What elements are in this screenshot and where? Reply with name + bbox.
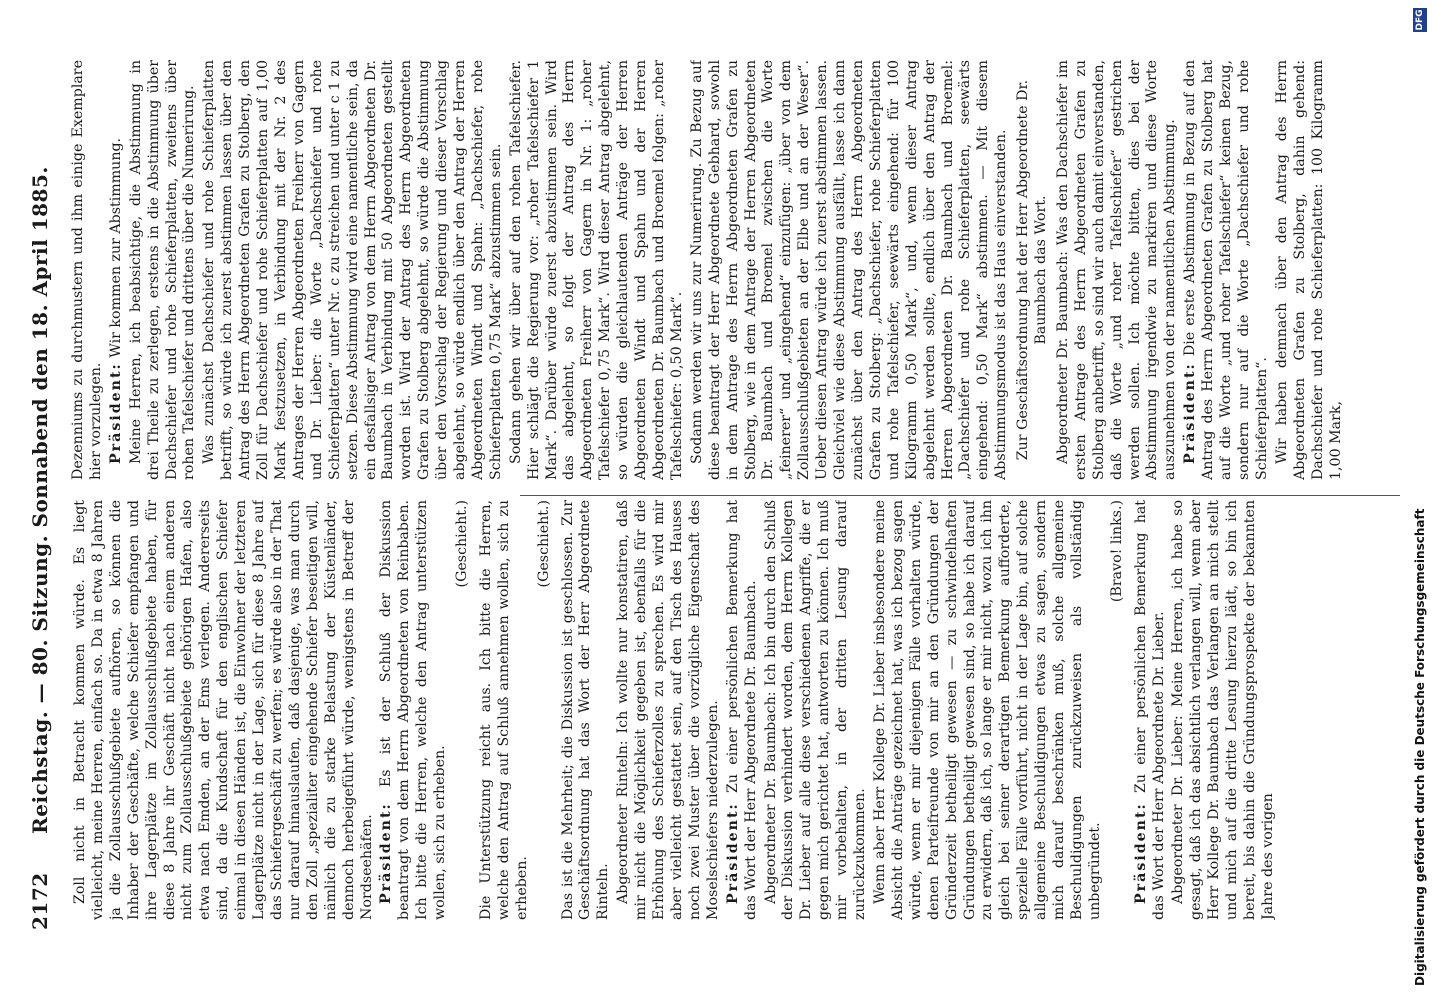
speaker-label: Präsident: [724, 802, 741, 904]
running-title: Reichstag. — 80. Sitzung. Sonnabend den 18. April 1885. [28, 166, 52, 834]
left-column-paragraph [378, 500, 450, 920]
speaker-label: Präsident: [378, 802, 395, 904]
paragraph-text: Es ist der Schluß der Diskussion beantragt von dem Herrn Abgeordneten von Reinbaben. Ich bitte die Herren, welche den Antrag unterstützen wollen, sich zu erheben. [378, 500, 449, 920]
right-column-paragraph [201, 60, 505, 480]
paragraph-text: Sodann gehen wir über auf den rohen Tafelschiefer. Hier schlägt die Regierung vor: „roher Tafelschiefer 1 Mark“. Darüber würde zuerst abzustimmen sein. Wird das abgelehnt, so folgt der Antrag des Herrn Abgeordneten Freiherr von Gagern in Nr. 1: „roher Tafelschiefer 0,75 Mark“. Wird dieser Antrag abgelehnt, so würden die gleichlautenden Anträge der Herren Abgeordneten Windt und Spahn und der Herren Abgeordneten Dr. Baumbach und Broemel folgen: „roher Tafelschiefer: 0,50 Mark“. [507, 60, 685, 480]
right-column-paragraph [1055, 60, 1180, 480]
left-column-paragraph [560, 500, 614, 920]
left-column-paragraph [1133, 500, 1169, 920]
left-column-paragraph [478, 500, 532, 920]
paragraph-text: Sodann werden wir uns zur Numerirung. Zu Bezug auf diese beantragt der Herr Abgeordnete Gebhard, sowohl in dem Antrage des Herrn Abgeordneten Grafen zu Stolberg, wie in dem Antrage der Herren Abgeordneten Dr. Baumbach und Broemel zwischen die Worte „feinerer“ und „eingehend“ einzufügen: „über von dem Zollausschlußgebieten an der Elbe und an der Weser“. Ueber diesen Antrag würde ich zuerst abstimmen lassen. Gleichviel wie diese Abstimmung ausfällt, lasse ich dann zunächst über den Antrag des Herrn Abgeordneten Grafen zu Stolberg: „Dachschiefer, rohe Schieferplatten und rohe Tafelschiefer, seewärts eingehend: für 100 Kilogramm 0,50 Mark“, und, wenn dieser Antrag abgelehnt werden sollte, endlich über den Antrag der Herren Abgeordneten Dr. Baumbach und Broemel: „Dachschiefer und rohe Schieferplatten, seewärts eingehend: 0,50 Mark“ abstimmen. — Mit diesem Abstimmungsmodus ist das Haus einverstanden. [688, 60, 1010, 480]
speaker-label: Präsident: [1132, 802, 1149, 904]
page-header [28, 70, 60, 930]
paragraph-text: Zu einer persönlichen Bemerkung hat das Wort der Herr Abgeordnete Dr. Baumbach. [724, 500, 759, 920]
paragraph-text: Die erste Abstimmung in Bezug auf den Antrag des Herrn Abgeordneten Grafen zu Stolberg hat auf die Worte „und roher Tafelschiefer“ keinen Bezug, sondern nur auf die Worte „Dachschiefer und rohe Schieferplatten“. [1182, 60, 1270, 480]
paragraph-text: Abgeordneter Dr. Lieber: Meine Herren, ich habe so gesagt, daß ich das absichtlich verlangen will, wenn aber Herr Kollege Dr. Baumbach das Verlangen an mich stellt und mich auf die dritte Lesung hierzu lädt, so bin ich bereit, bis dahin die Gründungsprospekte der bekannten Jahre des vorigen [1170, 500, 1276, 920]
paragraph-text: Dezenniums zu durchmustern und ihm einige Exemplare hier vorzulegen. [70, 60, 104, 480]
page-number: 2172 [28, 872, 52, 930]
footer-text: Digitalisierung gefördert durch die Deutsche Forschungsgemeinschaft [1413, 508, 1427, 986]
speaker-label: Präsident: [1182, 362, 1199, 464]
right-column-paragraph [689, 60, 1011, 480]
right-column-paragraph [128, 60, 200, 480]
column-divider [520, 495, 1400, 496]
left-column-paragraph [615, 500, 722, 920]
paragraph-text: Abgeordneter Rinteln: Ich wollte nur konstatiren, daß mir nicht die Möglichkeit gegeben ist, ebenfalls für die Erhöhung des Schieferzolles zu sprechen. Es wird mir aber vielleicht gestattet sein, auf den Tisch des Hauses noch zwei Muster über die vorzügliche Eigenschaft des Moselschiefers niederzulegen. [615, 500, 721, 920]
digitization-footer [1410, 0, 1432, 1000]
dfg-logo-icon: DFG [1415, 9, 1425, 31]
right-column [70, 60, 1370, 480]
left-column [72, 500, 1372, 920]
left-column-paragraph [872, 500, 1105, 920]
paragraph-text: Abgeordneter Dr. Baumbach: Was den Dachschiefer im ersten Antrage des Herrn Abgeordneten Grafen zu Stolberg anbetrifft, so sind wir auch damit einverstanden, daß die Worte „und roher Tafelschiefer“ gestrichen werden sollen. Ich möchte bitten, dies bei der Abstimmung irgendwie zu markiren und diese Worte auszunehmen von der namentlichen Abstimmung. [1054, 60, 1179, 480]
paragraph-text: (Geschieht.) [535, 500, 552, 588]
left-column-paragraph [763, 500, 870, 920]
left-column-paragraph [1109, 500, 1127, 920]
left-column-paragraph [72, 500, 376, 920]
right-column-paragraph [1015, 60, 1051, 480]
speaker-label: Präsident: [107, 362, 124, 464]
right-column-paragraph [508, 60, 687, 480]
paragraph-text: Die Unterstützung reicht aus. Ich bitte die Herren, welche den Antrag auf Schluß annehmen wollen, sich zu erheben. [477, 500, 530, 920]
paragraph-text: Abgeordneter Dr. Baumbach: Ich bin durch den Schluß der Diskussion verhindert worden, dem Herrn Kollegen Dr. Lieber auf alle diese verschiedenen Angriffe, die er gegen mich gerichtet hat, antworten zu können. Ich muß mir vorbehalten, in der dritten Lesung darauf zurückzukommen. [762, 500, 869, 920]
paragraph-text: Zoll nicht in Betracht kommen würde. Es liegt vielleicht, meine Herren, einfach so. Da in etwa 8 Jahren ja die Zollausschlußgebiete aufhören, so können die Inhaber der Geschäfte, welche Schiefer empfangen und ihre Lagerplätze im Zollausschlußgebiete haben, für diese 8 Jahre ihr Geschäft nicht nach einem anderen nicht zum Zollausschlußgebiete gehörigen Hafen, also etwa nach Emden, an der Ems verlegen. Andererseits sind, da die Kundschaft für den englischen Schiefer einmal in diesen Händen ist, die Einwohner der letzteren Lagerplätze nicht in der Lage, sich für diese 8 Jahre auf das Schiefergeschäft zu werfen; es würde also in der That nur darauf hinauslaufen, daß dasjenige, was man durch den Zoll „spezialiter eingehende Schiefer beseitigen will, nämlich die zu starke Belastung der Küstenländer, dennoch herbeigeführt würde, wenigstens in Betreff der Nordseehäfen. [72, 500, 375, 920]
right-column-paragraph [70, 60, 106, 480]
paragraph-text: Zu einer persönlichen Bemerkung hat das Wort der Herr Abgeordnete Dr. Lieber. [1132, 500, 1167, 920]
left-column-paragraph [536, 500, 554, 920]
paragraph-text: Zur Geschäftsordnung hat der Herr Abgeordnete Dr. Baumbach das Wort. [1015, 79, 1050, 461]
left-column-paragraph [454, 500, 472, 920]
paragraph-text: Wir haben demnach über den Antrag des Herrn Abgeordneten Grafen zu Stolberg, dahin gehend: Dachschiefer und rohe Schieferplatten: 100 Kilogramm 1,00 Mark, [1273, 60, 1344, 480]
right-column-paragraph [1182, 60, 1272, 480]
right-column-paragraph [108, 60, 126, 480]
paragraph-text: (Bravo! links.) [1108, 500, 1125, 603]
paragraph-text: Das ist die Mehrheit; die Diskussion ist geschlossen. Zur Geschäftsordnung hat das Wort der Herr Abgeordnete Rinteln. [559, 500, 612, 920]
paragraph-text: Wenn aber Herr Kollege Dr. Lieber insbesondere meine Absicht die Anträge gezeichnet hat, was ich bezog sagen würde, wenn er mir diejenigen Fälle vorhalten würde, denen Parteifreunde von mir an den Gründungen der Gründerzeit betheiligt gewesen — zu schwindelhaften Gründungen betheiligt gewesen sind, so habe ich darauf zu erwidern, daß ich, so lange er mir nicht, wozu ich ihn gleich bei seiner derartigen Bemerkung aufforderte, spezielle Fälle vorführt, nicht in der Lage bin, auf solche allgemeine Beschuldigungen etwas zu sagen, sondern mich darauf beschränken muß, solche allgemeine Beschuldigungen zurückzuweisen als vollständig unbegründet. [871, 500, 1103, 920]
left-column-paragraph [725, 500, 761, 920]
paragraph-text: (Geschieht.) [454, 500, 471, 588]
paragraph-text: Meine Herren, ich beabsichtige, die Abstimmung in drei Theile zu zerlegen, erstens in die Abstimmung über Dachschiefer und rohe Schieferplatten, zweitens über rohen Tafelschiefer und drittens über die Numerirung. [127, 60, 198, 480]
paragraph-text: Was zunächst Dachschiefer und rohe Schieferplatten betrifft, so würde ich zuerst abstimmen lassen über den Antrag des Herrn Abgeordneten Grafen zu Stolberg, den Zoll für Dachschiefer und rohe Schieferplatten auf 1,00 Mark festzusetzen, in Verbindung mit der Nr. 2 des Antrages der Herren Abgeordneten Freiherr von Gagern und Dr. Lieber: die Worte „Dachschiefer und rohe Schieferplatten“ unter Nr. c zu streichen und unter c 1 zu setzen. Diese Abstimmung wird eine namentliche sein, da ein desfallsiger Antrag von dem Herrn Abgeordneten Dr. Baumbach in Verbindung mit 50 Abgeordneten gestellt worden ist. Wird der Antrag des Herrn Abgeordneten Grafen zu Stolberg abgelehnt, so würde die Abstimmung über den Vorschlag der Regierung und dieser Vorschlag abgelehnt, so würde endlich über den Antrag der Herren Abgeordneten Windt und Spahn: „Dachschiefer, rohe Schieferplatten 0,75 Mark“ abzustimmen sein. [201, 60, 504, 480]
paragraph-text: Wir kommen zur Abstimmung. [107, 137, 124, 363]
left-column-paragraph [1170, 500, 1277, 920]
right-column-paragraph [1274, 60, 1346, 480]
